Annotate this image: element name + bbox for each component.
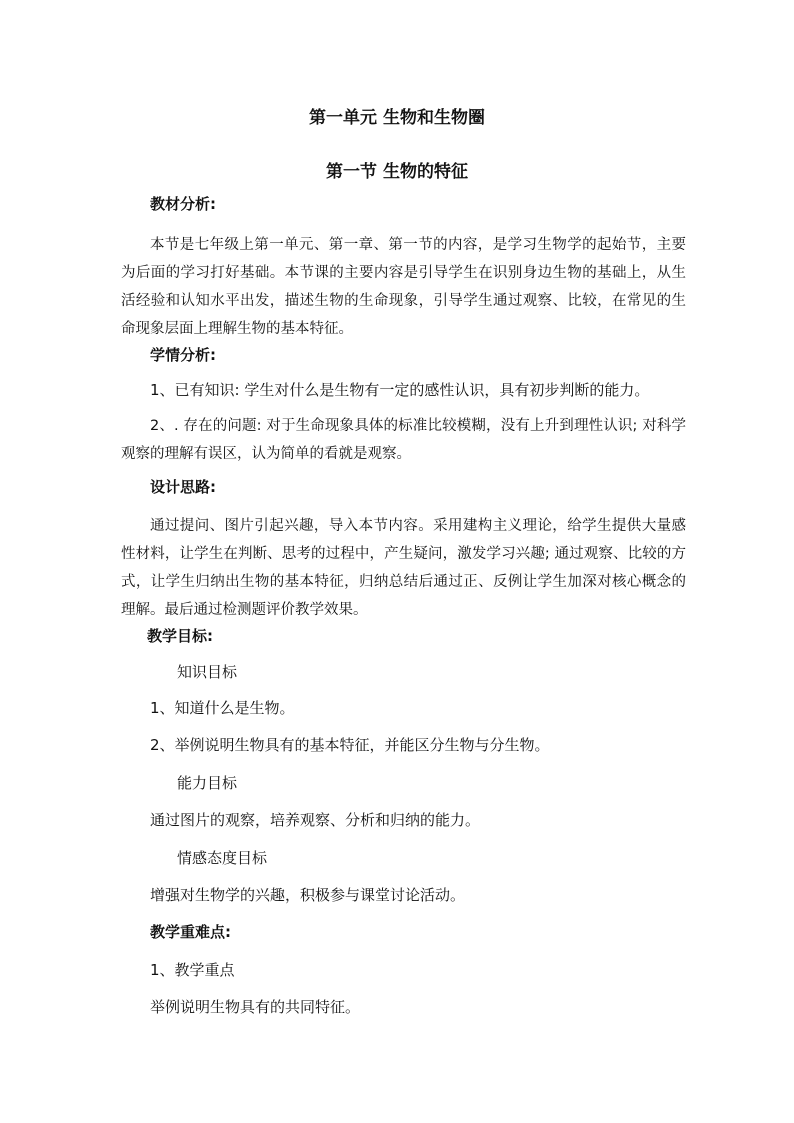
section-title: 第一节 生物的特征 — [326, 162, 468, 182]
student-analysis-item-1: 1、已有知识: 学生对什么是生物有一定的感性认识，具有初步判断的能力。 — [150, 381, 650, 399]
design-ideas-paragraph: 通过提问、图片引起兴趣，导入本节内容。采用建构主义理论，给学生提供大量感性材料，让学生在判断、思考的过程中，产生疑问，激发学习兴趣; 通过观察、比较的方式，让学生归纳出生物的基本特征，归纳总结后通过正、反例让学生加深对核心概念的理解。最后通过检测题评价教学效果。 — [121, 518, 686, 618]
key-point-1: 1、教学重点 — [150, 961, 235, 979]
key-points-heading: 教学重难点: — [150, 923, 231, 941]
textbook-analysis-heading: 教材分析: — [150, 195, 216, 213]
knowledge-goal-1: 1、知道什么是生物。 — [150, 699, 295, 717]
ability-goal-text: 通过图片的观察，培养观察、分析和归纳的能力。 — [150, 811, 481, 829]
emotion-goals-label: 情感态度目标 — [177, 849, 268, 867]
knowledge-goal-2: 2、举例说明生物具有的基本特征，并能区分生物与分生物。 — [150, 736, 550, 754]
emotion-goal-text: 增强对生物学的兴趣，积极参与课堂讨论活动。 — [150, 886, 466, 904]
teaching-goals-heading: 教学目标: — [147, 627, 213, 645]
textbook-analysis-paragraph: 本节是七年级上第一单元、第一章、第一节的内容，是学习生物学的起始节，主要为后面的学习打好基础。本节课的主要内容是引导学生在识别身边生物的基础上，从生活经验和认知水平出发，描述生物的生命现象，引导学生通过观察、比较，在常见的生命现象层面上理解生物的基本特征。 — [121, 237, 686, 337]
ability-goals-label: 能力目标 — [177, 774, 238, 792]
student-analysis-item-2: 2、. 存在的问题: 对于生命现象具体的标准比较模糊，没有上升到理性认识; 对科学观察的理解有误区，认为简单的看就是观察。 — [121, 418, 686, 462]
design-ideas-heading: 设计思路: — [150, 478, 216, 496]
student-analysis-heading: 学情分析: — [150, 346, 216, 364]
knowledge-goals-label: 知识目标 — [177, 663, 238, 681]
key-point-1-text: 举例说明生物具有的共同特征。 — [150, 998, 361, 1016]
unit-title: 第一单元 生物和生物圈 — [309, 108, 485, 128]
